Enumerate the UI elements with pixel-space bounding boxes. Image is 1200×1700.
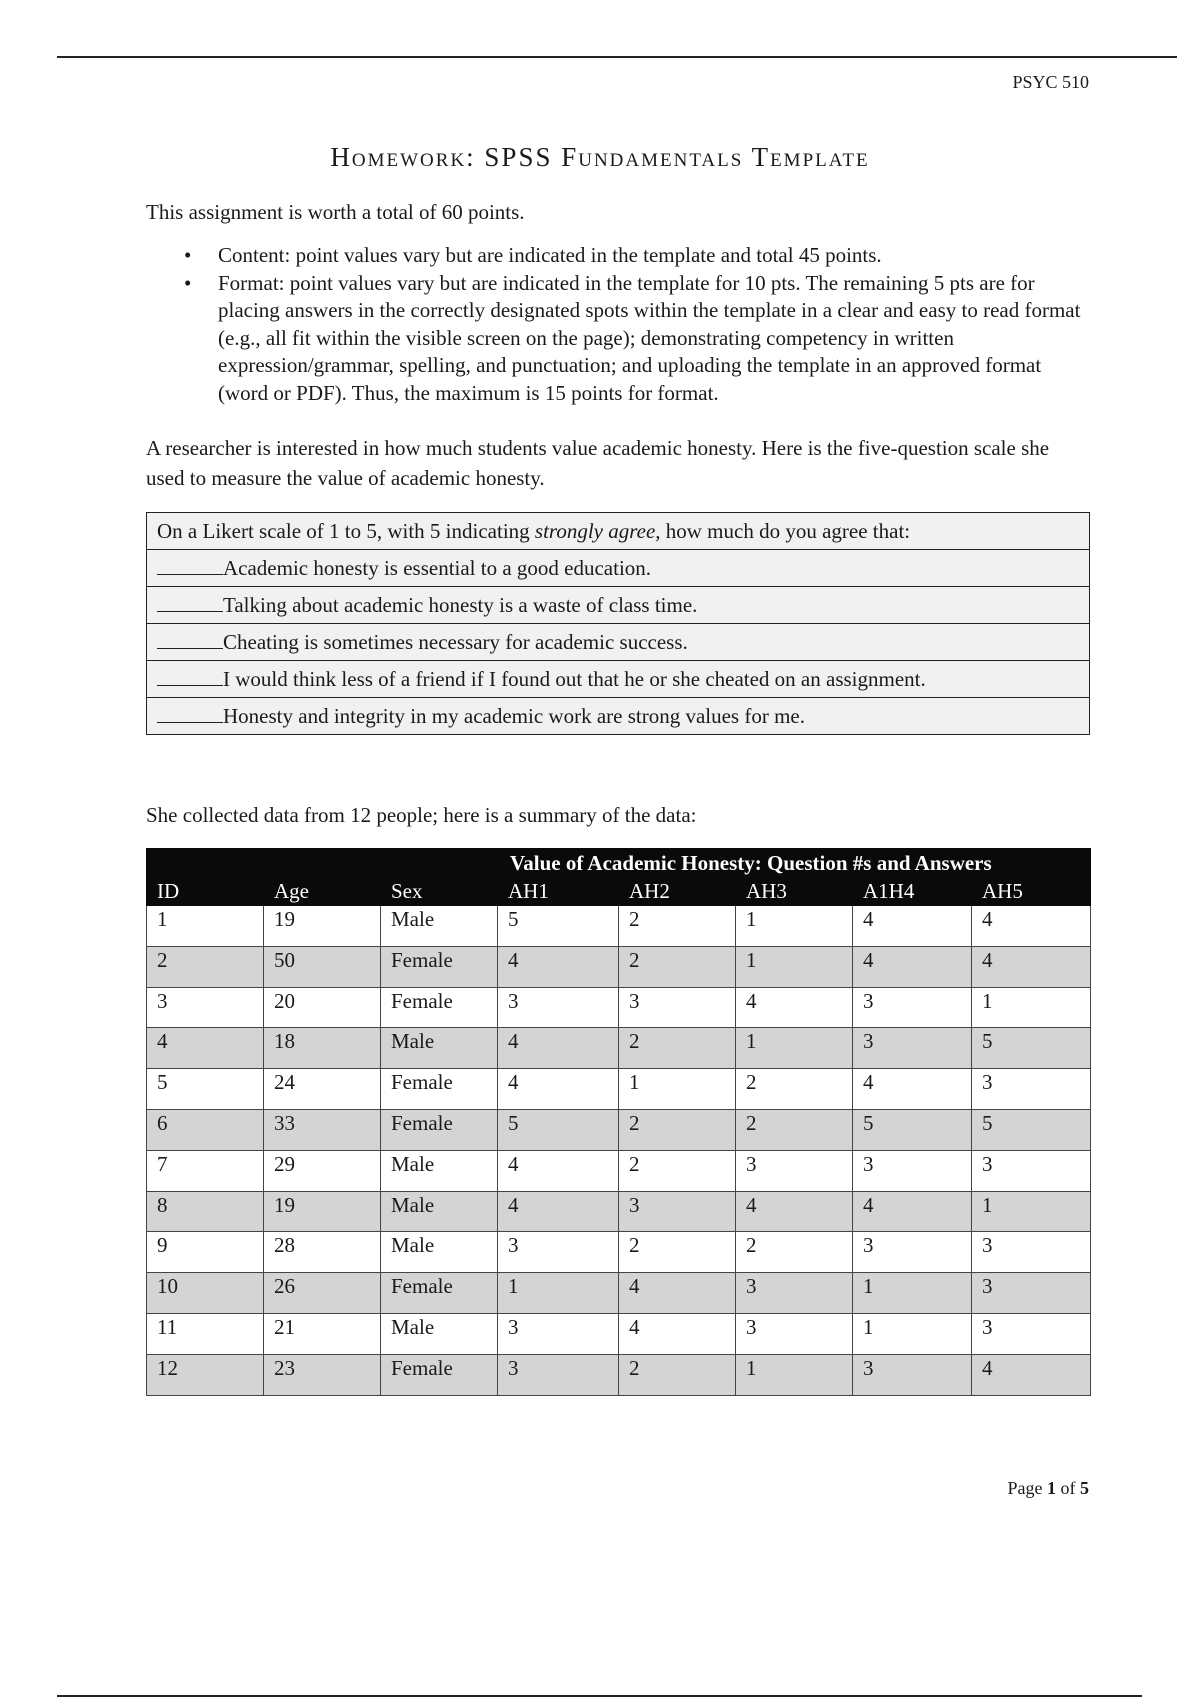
- bullet-icon: •: [184, 270, 192, 295]
- table-cell: 24: [264, 1069, 381, 1110]
- likert-item-row: [147, 698, 1090, 735]
- table-cell: 4: [972, 1354, 1091, 1395]
- table-cell: 3: [498, 987, 619, 1028]
- table-cell: 4: [498, 1028, 619, 1069]
- table-cell: 2: [736, 1109, 853, 1150]
- table-cell: 28: [264, 1232, 381, 1273]
- table-cell: 3: [619, 987, 736, 1028]
- table-cell: Male: [381, 1313, 498, 1354]
- header-rule: [57, 56, 1177, 58]
- table-cell: 1: [498, 1273, 619, 1314]
- table-cell: 3: [972, 1273, 1091, 1314]
- table-cell: 4: [498, 1069, 619, 1110]
- table-cell: 4: [972, 946, 1091, 987]
- table-cell: 12: [147, 1354, 264, 1395]
- table-cell: 2: [619, 946, 736, 987]
- table-cell: 1: [736, 946, 853, 987]
- answer-blank: [157, 634, 223, 649]
- table-cell: 4: [972, 906, 1091, 947]
- table-cell: 9: [147, 1232, 264, 1273]
- table-cell: 1: [736, 906, 853, 947]
- table-cell: 3: [736, 1313, 853, 1354]
- table-cell: 4: [619, 1273, 736, 1314]
- table-cell: 3: [972, 1069, 1091, 1110]
- footer-rule: [57, 1695, 1142, 1697]
- table-cell: 1: [147, 906, 264, 947]
- table-cell: 2: [147, 946, 264, 987]
- answer-blank: [157, 597, 223, 612]
- table-cell: 7: [147, 1150, 264, 1191]
- table-cell: Female: [381, 1069, 498, 1110]
- table-cell: 2: [619, 906, 736, 947]
- table-cell: 2: [619, 1028, 736, 1069]
- table-cell: Female: [381, 946, 498, 987]
- column-header: A1H4: [853, 878, 972, 906]
- table-cell: 5: [498, 1109, 619, 1150]
- table-cell: 20: [264, 987, 381, 1028]
- emphasis-text: strongly agree,: [534, 518, 661, 543]
- table-cell: Female: [381, 1109, 498, 1150]
- column-header: AH5: [972, 878, 1091, 906]
- page-number: Page 1 of 5: [1007, 1478, 1089, 1498]
- table-cell: 3: [972, 1313, 1091, 1354]
- table-cell: 19: [264, 1191, 381, 1232]
- table-cell: 26: [264, 1273, 381, 1314]
- table-cell: 21: [264, 1313, 381, 1354]
- table-row: [147, 1191, 1091, 1232]
- table-cell: Male: [381, 1232, 498, 1273]
- table-cell: 2: [619, 1150, 736, 1191]
- table-cell: 1: [736, 1354, 853, 1395]
- table-cell: 3: [853, 1028, 972, 1069]
- table-cell: 1: [619, 1069, 736, 1110]
- table-cell: 1: [853, 1273, 972, 1314]
- bullet-icon: •: [184, 243, 192, 267]
- answer-blank: [157, 671, 223, 686]
- table-cell: 3: [853, 1354, 972, 1395]
- table-cell: 5: [853, 1109, 972, 1150]
- table-cell: Male: [381, 906, 498, 947]
- table-cell: 4: [853, 1191, 972, 1232]
- likert-item-row: [147, 550, 1090, 587]
- likert-item-text: I would think less of a friend if I found out that he or she cheated on an assignment.: [223, 666, 926, 691]
- likert-item-row: [147, 661, 1090, 698]
- table-cell: Female: [381, 1354, 498, 1395]
- table-cell: 33: [264, 1109, 381, 1150]
- table-cell: 3: [853, 1232, 972, 1273]
- table-cell: 11: [147, 1313, 264, 1354]
- answer-blank: [157, 560, 223, 575]
- table-cell: 4: [498, 946, 619, 987]
- table-cell: 4: [736, 1191, 853, 1232]
- table-cell: 1: [972, 1191, 1091, 1232]
- likert-item-text: Honesty and integrity in my academic work are strong values for me.: [223, 703, 805, 728]
- table-group-header-row: [147, 849, 1091, 878]
- points-list: [146, 242, 1091, 407]
- table-row: [147, 1069, 1091, 1110]
- table-cell: 8: [147, 1191, 264, 1232]
- intro-text: This assignment is worth a total of 60 points.: [146, 200, 525, 224]
- table-row: [147, 946, 1091, 987]
- table-cell: 3: [972, 1232, 1091, 1273]
- table-cell: 3: [853, 1150, 972, 1191]
- table-cell: 4: [736, 987, 853, 1028]
- likert-item-text: Academic honesty is essential to a good education.: [223, 555, 652, 580]
- table-cell: Male: [381, 1191, 498, 1232]
- table-cell: 2: [736, 1069, 853, 1110]
- table-cell: 4: [853, 946, 972, 987]
- list-item: [146, 270, 1091, 408]
- table-cell: 4: [498, 1191, 619, 1232]
- table-cell: 5: [498, 906, 619, 947]
- likert-prompt: On a Likert scale of 1 to 5, with 5 indicating strongly agree, how much do you agree that:: [147, 513, 1090, 550]
- answer-blank: [157, 708, 223, 723]
- table-cell: 6: [147, 1109, 264, 1150]
- table-cell: Female: [381, 987, 498, 1028]
- column-header: Age: [264, 878, 381, 906]
- table-cell: 5: [972, 1028, 1091, 1069]
- table-cell: 3: [498, 1313, 619, 1354]
- table-cell: Female: [381, 1273, 498, 1314]
- table-cell: 2: [619, 1232, 736, 1273]
- table-cell: 3: [619, 1191, 736, 1232]
- likert-item-text: Cheating is sometimes necessary for academic success.: [223, 629, 688, 654]
- table-cell: 4: [619, 1313, 736, 1354]
- likert-item-text: Talking about academic honesty is a waste of class time.: [223, 592, 698, 617]
- table-row: [147, 1150, 1091, 1191]
- likert-item-row: [147, 587, 1090, 624]
- table-cell: 3: [736, 1273, 853, 1314]
- table-cell: 3: [498, 1232, 619, 1273]
- table-row: [147, 1232, 1091, 1273]
- table-row: [147, 987, 1091, 1028]
- table-cell: Male: [381, 1150, 498, 1191]
- table-row: [147, 1109, 1091, 1150]
- table-cell: 4: [853, 1069, 972, 1110]
- data-table: [146, 848, 1091, 1396]
- column-header: AH3: [736, 878, 853, 906]
- table-cell: 50: [264, 946, 381, 987]
- table-cell: 23: [264, 1354, 381, 1395]
- table-cell: 4: [498, 1150, 619, 1191]
- table-group-header: Value of Academic Honesty: Question #s and Answers: [498, 849, 1091, 878]
- table-cell: 3: [498, 1354, 619, 1395]
- table-cell: 3: [853, 987, 972, 1028]
- list-item: [146, 242, 1091, 270]
- table-row: [147, 1028, 1091, 1069]
- table-cell: 2: [619, 1354, 736, 1395]
- likert-item-row: [147, 624, 1090, 661]
- table-row: [147, 1273, 1091, 1314]
- course-code: PSYC 510: [1012, 72, 1089, 92]
- column-header: ID: [147, 878, 264, 906]
- column-header: AH1: [498, 878, 619, 906]
- page-title: Homework: SPSS Fundamentals Template: [330, 142, 870, 172]
- likert-scale-table: [146, 512, 1090, 735]
- table-cell: 1: [736, 1028, 853, 1069]
- table-cell: 4: [853, 906, 972, 947]
- table-cell: 2: [736, 1232, 853, 1273]
- table-cell: 1: [853, 1313, 972, 1354]
- table-row: [147, 1354, 1091, 1395]
- table-cell: 2: [619, 1109, 736, 1150]
- table-cell: 19: [264, 906, 381, 947]
- table-cell: Male: [381, 1028, 498, 1069]
- table-cell: 18: [264, 1028, 381, 1069]
- table-cell: 10: [147, 1273, 264, 1314]
- bullet-text: Format: point values vary but are indicated in the template for 10 pts. The remaining 5 pts are for placing answers in the correctly designated spots within the template in a clear and easy to read format (e.g., all fit within the visible screen on the page); demonstrating competency in written expression/grammar, spelling, and punctuation; and uploading the template in an approved format (word or PDF). Thus, the maximum is 15 points for format.: [218, 270, 1081, 405]
- bullet-text: Content: point values vary but are indicated in the template and total 45 points.: [218, 243, 882, 267]
- scenario-text: A researcher is interested in how much students value academic honesty. Here is the five-question scale she used to measure the value of academic honesty.: [146, 436, 1050, 490]
- table-cell: 29: [264, 1150, 381, 1191]
- table-cell: 3: [972, 1150, 1091, 1191]
- table-cell: 5: [972, 1109, 1091, 1150]
- table-cell: 1: [972, 987, 1091, 1028]
- table-cell: 3: [147, 987, 264, 1028]
- data-summary-text: She collected data from 12 people; here is a summary of the data:: [146, 803, 697, 827]
- table-cell: 3: [736, 1150, 853, 1191]
- table-cell: 4: [147, 1028, 264, 1069]
- table-row: [147, 1313, 1091, 1354]
- table-cell: 5: [147, 1069, 264, 1110]
- table-row: [147, 906, 1091, 947]
- column-header: Sex: [381, 878, 498, 906]
- table-header-row: [147, 878, 1091, 906]
- likert-prompt-row: [147, 513, 1090, 550]
- column-header: AH2: [619, 878, 736, 906]
